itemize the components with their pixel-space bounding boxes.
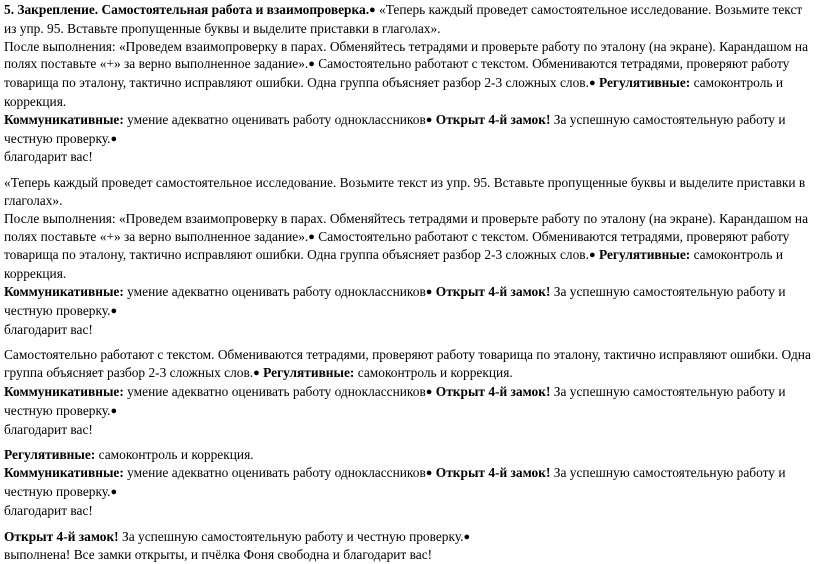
bullet-icon: ● [110, 404, 118, 417]
section-block-5 [4, 528, 812, 564]
bullet-icon: ● [425, 385, 433, 398]
section-block-2 [4, 174, 812, 338]
bullet-icon: ● [253, 367, 260, 380]
lock-text: За успешную самостоятельную работу и честную проверку. [4, 383, 786, 418]
bullet-icon: ● [110, 132, 118, 145]
instruction-paragraph [4, 38, 812, 111]
regulative-label: Регулятивные: [595, 247, 691, 263]
communicative-label: Коммуникативные: [4, 111, 124, 127]
lock-label: Открыт 4-й замок! [4, 528, 119, 544]
communicative-label: Коммуникативные: [4, 465, 124, 481]
activity-text: Самостоятельно работают с текстом. Обмениваются тетрадями, проверяют работу товарища по эталону, тактично исправляют ошибки. Одна группа объясняет разбор 2-3 сложных слов. [4, 56, 790, 91]
section-block-3 [4, 346, 812, 438]
lock-text: За успешную самостоятельную работу и честную проверку. [118, 528, 464, 544]
section-block-4 [4, 446, 812, 519]
lock-text: За успешную самостоятельную работу и честную проверку. [4, 111, 786, 146]
task-paragraph [4, 174, 812, 210]
instruction-paragraph [4, 210, 812, 283]
thanks-line: благодарит вас! [4, 321, 93, 337]
communicative-paragraph [4, 111, 812, 149]
communicative-paragraph [4, 283, 812, 321]
bullet-icon: ● [369, 4, 376, 16]
regulative-label: Регулятивные: [259, 365, 355, 381]
regulative-text: самоконтроль и коррекция. [95, 447, 254, 463]
after-text: После выполнения: «Проведем взаимопроверку в парах. Обменяйтесь тетрадями и проверьте работу по эталону (на экране). Карандашом на полях поставьте «+» за верно выполненное задание». [4, 210, 809, 244]
bullet-icon: ● [463, 530, 471, 543]
regulative-text: самоконтроль и коррекция. [354, 365, 513, 381]
bullet-icon: ● [308, 58, 315, 71]
lock-label: Открыт 4-й замок! [432, 111, 551, 127]
task-text: «Теперь каждый проведет самостоятельное исследование. Возьмите текст из упр. 95. Вставьте пропущенные буквы и выделите приставки в глаголах». [4, 175, 806, 208]
communicative-label: Коммуникативные: [4, 383, 124, 399]
final-line: выполнена! Все замки открыты, и пчёлка Фоня свободна и благодарит вас! [4, 547, 433, 563]
activity-text: Самостоятельно работают с текстом. Обмениваются тетрадями, проверяют работу товарища по эталону, тактично исправляют ошибки. Одна группа объясняет разбор 2-3 сложных слов. [4, 347, 811, 381]
thanks-line: благодарит вас! [4, 502, 93, 518]
thanks-line: благодарит вас! [4, 421, 93, 437]
bullet-icon: ● [425, 113, 433, 126]
lock-label: Открыт 4-й замок! [432, 465, 551, 481]
lock-label: Открыт 4-й замок! [432, 283, 551, 299]
lock-text: За успешную самостоятельную работу и честную проверку. [4, 465, 786, 499]
regulative-label: Регулятивные: [4, 447, 96, 463]
bullet-icon: ● [110, 304, 118, 317]
lock-paragraph [4, 528, 812, 547]
communicative-text: умение адекватно оценивать работу одноклассников [123, 283, 426, 299]
section-heading: 5. Закрепление. Самостоятельная работа и взаимопроверка. [4, 2, 370, 17]
communicative-paragraph [4, 464, 812, 502]
bullet-icon: ● [425, 467, 433, 480]
regulative-paragraph [4, 446, 812, 464]
task-text: «Теперь каждый проведет самостоятельное исследование. Возьмите текст из упр. 95. Вставьте пропущенные буквы и выделите приставки в глаголах». [4, 2, 803, 36]
communicative-text: умение адекватно оценивать работу одноклассников [123, 383, 426, 399]
section-block-1 [4, 1, 812, 166]
bullet-icon: ● [308, 230, 315, 243]
activity-text: Самостоятельно работают с текстом. Обмениваются тетрадями, проверяют работу товарища по эталону, тактично исправляют ошибки. Одна группа объясняет разбор 2-3 сложных слов. [4, 228, 790, 263]
communicative-label: Коммуникативные: [4, 283, 124, 299]
activity-paragraph [4, 346, 812, 383]
after-text: После выполнения: «Проведем взаимопроверку в парах. Обменяйтесь тетрадями и проверьте работу по эталону (на экране). Карандашом на полях поставьте «+» за верно выполненное задание». [4, 38, 809, 72]
communicative-paragraph [4, 383, 812, 421]
bullet-icon: ● [425, 285, 433, 298]
regulative-text: самоконтроль и коррекция. [4, 247, 784, 282]
regulative-label: Регулятивные: [595, 75, 691, 91]
thanks-line: благодарит вас! [4, 149, 93, 165]
lock-label: Открыт 4-й замок! [432, 383, 551, 399]
bullet-icon: ● [110, 485, 118, 498]
regulative-text: самоконтроль и коррекция. [4, 75, 784, 109]
bullet-icon: ● [588, 249, 596, 262]
task-paragraph [4, 1, 812, 38]
bullet-icon: ● [588, 77, 596, 90]
lock-text: За успешную самостоятельную работу и честную проверку. [4, 283, 786, 318]
communicative-text: умение адекватно оценивать работу одноклассников [123, 465, 426, 481]
communicative-text: умение адекватно оценивать работу одноклассников [123, 111, 426, 127]
